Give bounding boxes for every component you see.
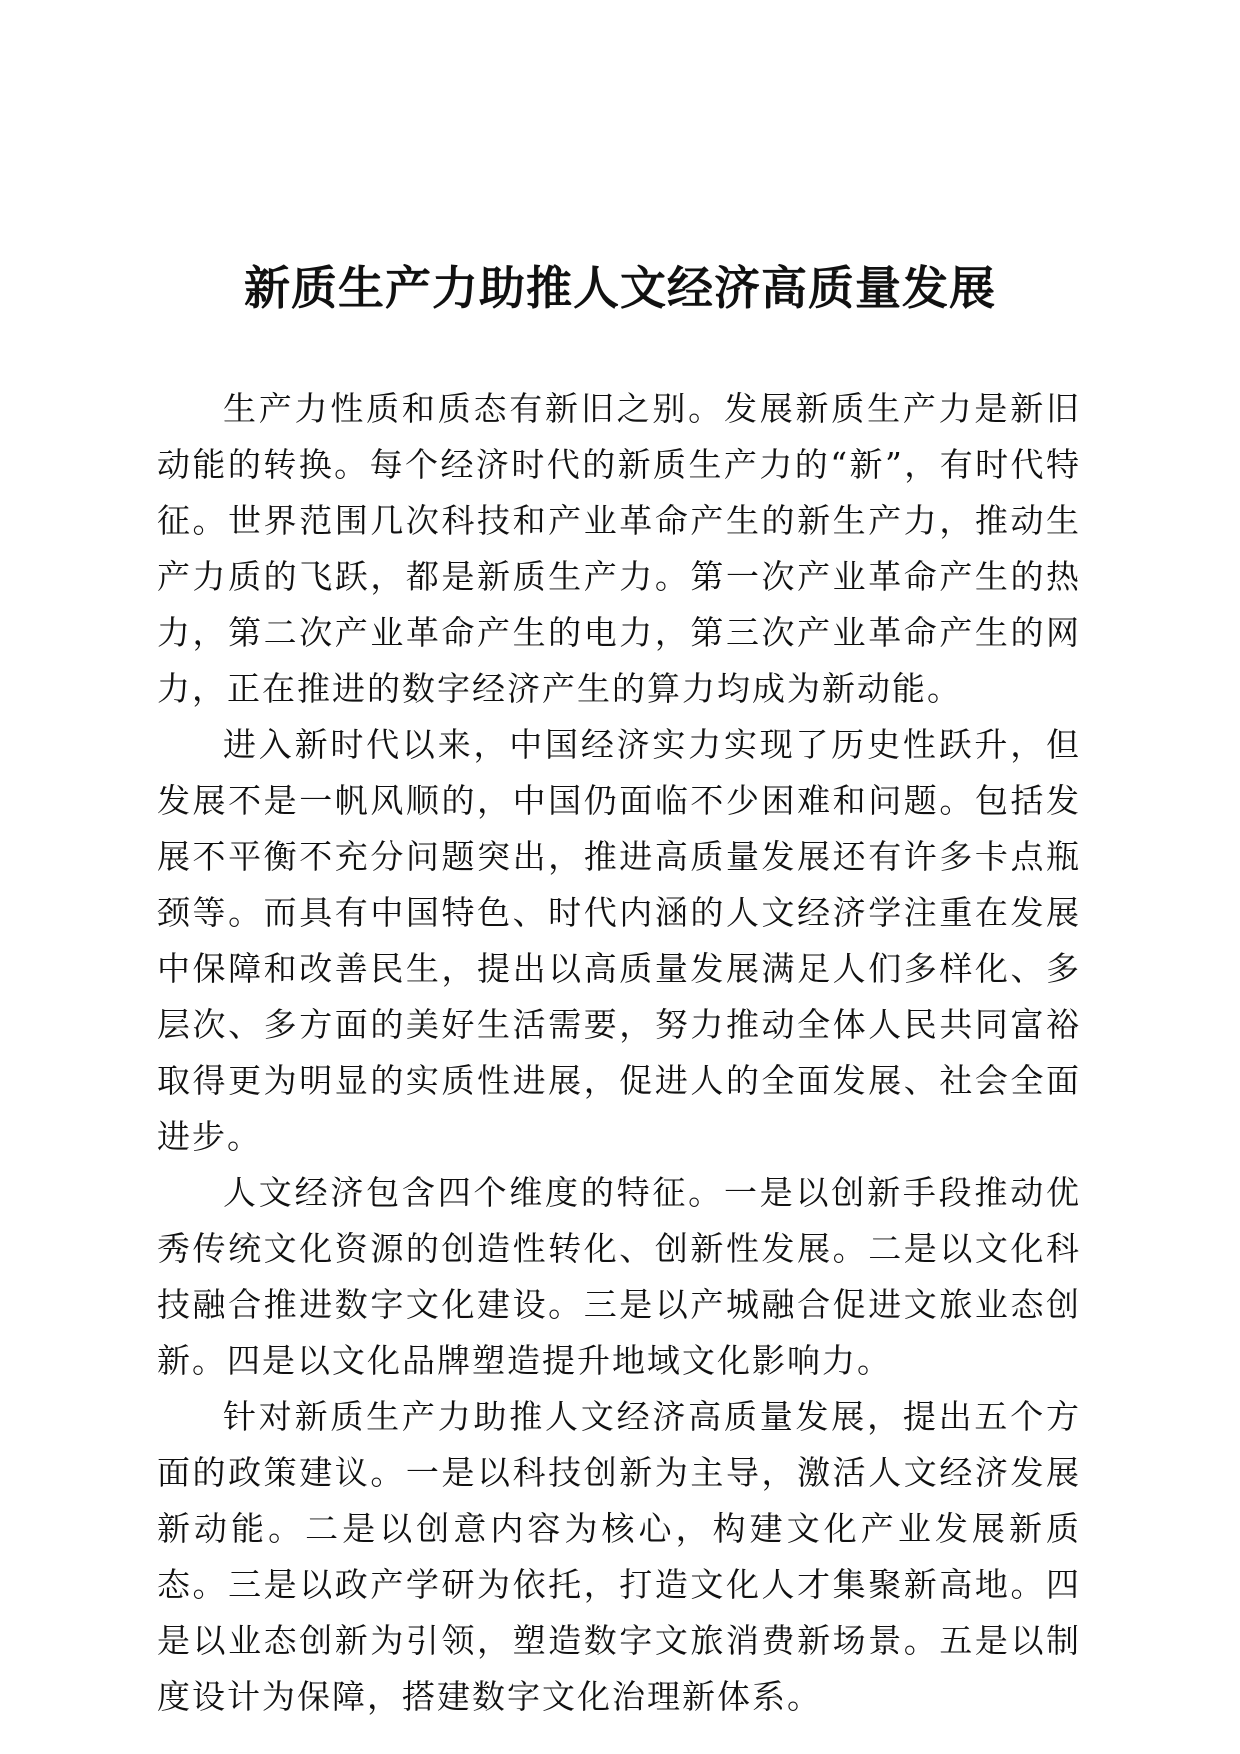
document-title: 新质生产力助推人文经济高质量发展 (244, 261, 996, 315)
paragraph-3: 人文经济包含四个维度的特征。一是以创新手段推动优秀传统文化资源的创造性转化、创新性发展。二是以文化科技融合推进数字文化建设。三是以产城融合促进文旅业态创新。四是以文化品牌塑造提升地域文化影响力。 (157, 1173, 1081, 1380)
paragraph-1: 生产力性质和质态有新旧之别。发展新质生产力是新旧动能的转换。每个经济时代的新质生产力的“新”，有时代特征。世界范围几次科技和产业革命产生的新生产力，推动生产力质的飞跃，都是新质生产力。第一次产业革命产生的热力，第二次产业革命产生的电力，第三次产业革命产生的网力，正在推进的数字经济产生的算力均成为新动能。 (157, 389, 1081, 708)
paragraph-2: 进入新时代以来，中国经济实力实现了历史性跃升，但发展不是一帆风顺的，中国仍面临不少困难和问题。包括发展不平衡不充分问题突出，推进高质量发展还有许多卡点瓶颈等。而具有中国特色、时代内涵的人文经济学注重在发展中保障和改善民生，提出以高质量发展满足人们多样化、多层次、多方面的美好生活需要，努力推动全体人民共同富裕取得更为明显的实质性进展，促进人的全面发展、社会全面进步。 (157, 725, 1081, 1156)
paragraph-4: 针对新质生产力助推人文经济高质量发展，提出五个方面的政策建议。一是以科技创新为主导，激活人文经济发展新动能。二是以创意内容为核心，构建文化产业发展新质态。三是以政产学研为依托，打造文化人才集聚新高地。四是以业态创新为引领，塑造数字文旅消费新场景。五是以制度设计为保障，搭建数字文化治理新体系。 (157, 1397, 1081, 1716)
document-body (157, 381, 1081, 1725)
